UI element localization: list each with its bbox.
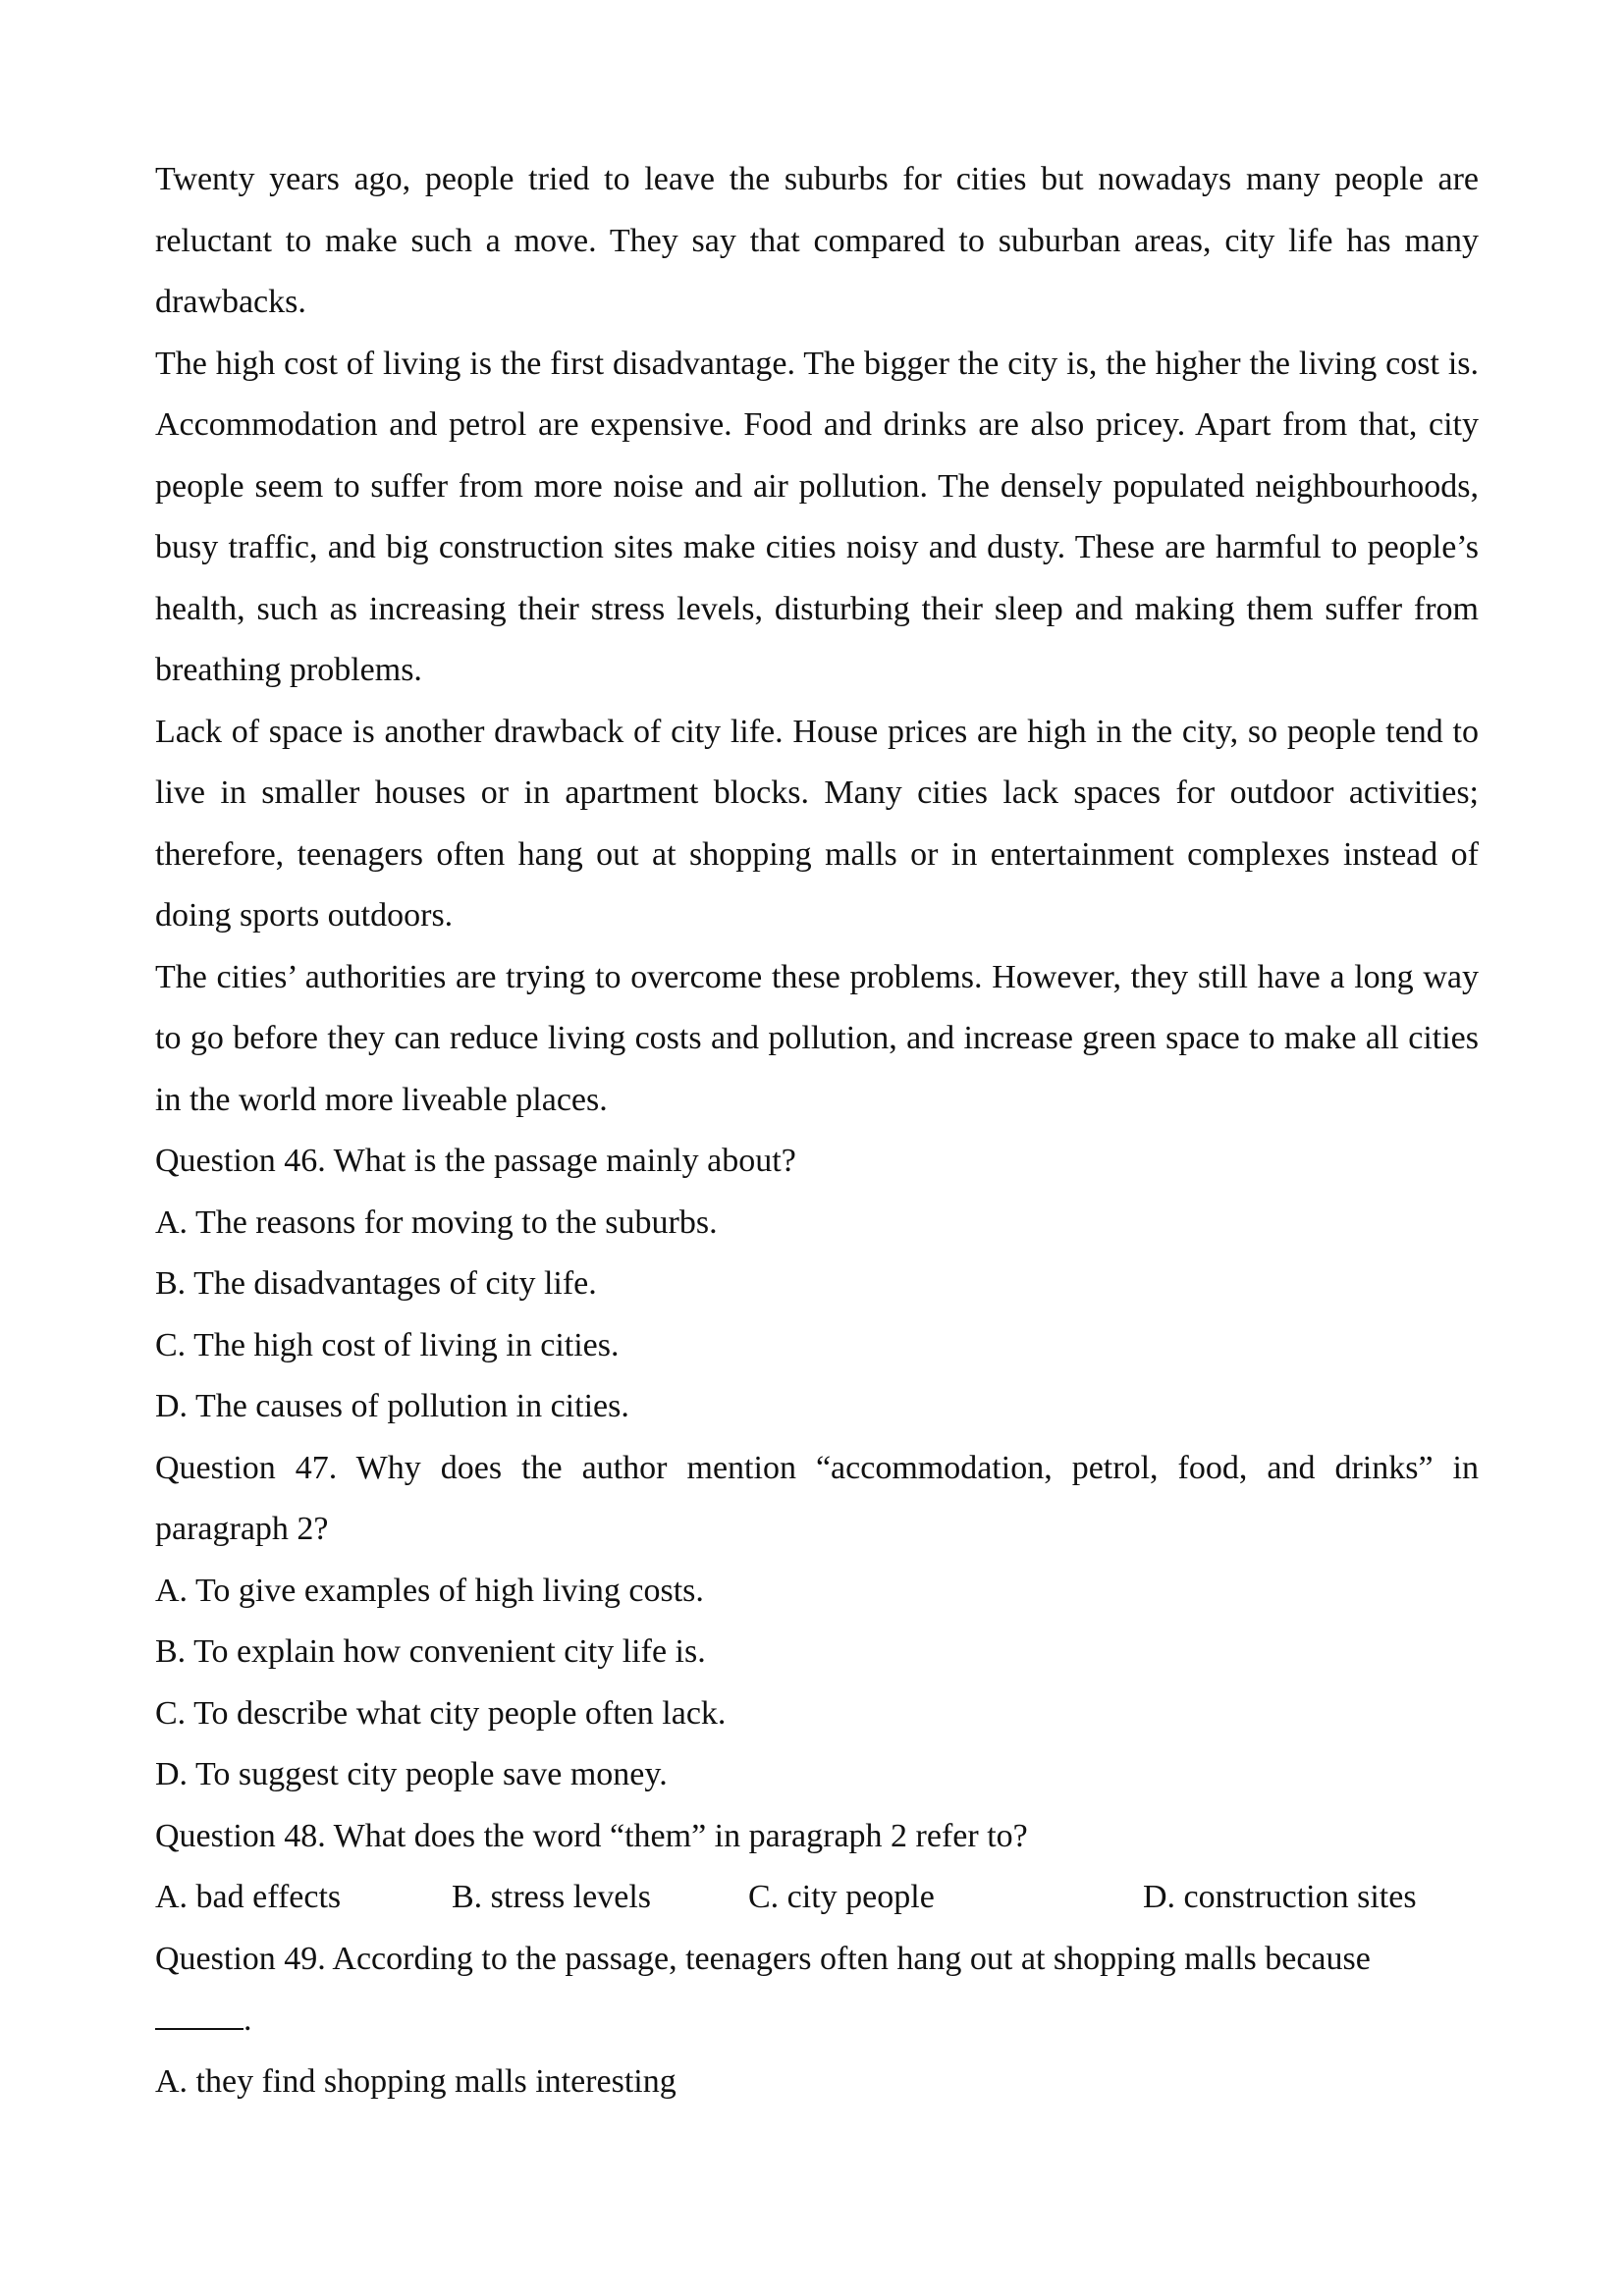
question-46-option-d: D. The causes of pollution in cities. [155,1388,629,1424]
passage-paragraph-2: The high cost of living is the first disadvantage. The bigger the city is, the higher the living cost is. Accommodation and petrol are expensive. Food and drinks are also pricey. Apart from that, city people seem to suffer from more noise and air pollution. The densely populated neighbourhoods, busy traffic, and big construction sites make cities noisy and dusty. These are harmful to people’s health, such as increasing their stress levels, disturbing their sleep and making them suffer from breathing problems. [155,345,1479,688]
question-46-stem: Question 46. What is the passage mainly about? [155,1143,796,1179]
passage-paragraph-4: The cities’ authorities are trying to overcome these problems. However, they still have a long way to go before they can reduce living costs and pollution, and increase green space to make all cities in the world more liveable places. [155,958,1479,1118]
question-47-stem: Question 47. Why does the author mention “accommodation, petrol, food, and drinks” in paragraph 2? [155,1449,1479,1547]
question-46-option-a: A. The reasons for moving to the suburbs. [155,1203,718,1241]
question-48-option-c: C. city people [748,1879,935,1915]
question-49-stem: Question 49. According to the passage, teenagers often hang out at shopping malls because [155,1940,1371,1977]
question-47-option-d: D. To suggest city people save money. [155,1756,668,1792]
question-48-option-b: B. stress levels [452,1879,652,1915]
question-47-option-c: C. To describe what city people often lack. [155,1694,727,1732]
question-48-option-d: D. construction sites [1143,1879,1417,1915]
question-48-stem: Question 48. What does the word “them” in paragraph 2 refer to? [155,1817,1028,1854]
document-page [155,149,1479,2112]
question-47-option-a: A. To give examples of high living costs. [155,1572,704,1609]
question-48-options [155,1867,1479,1929]
answer-blank [155,1999,244,2030]
passage-paragraph-3: Lack of space is another drawback of city life. House prices are high in the city, so people tend to live in smaller houses or in apartment blocks. Many cities lack spaces for outdoor activities; therefore, teenagers often hang out at shopping malls or in entertainment complexes instead of doing sports outdoors. [155,713,1479,934]
question-49-option-a: A. they find shopping malls interesting [155,2062,677,2100]
question-46-option-b: B. The disadvantages of city life. [155,1265,597,1302]
question-47-option-b: B. To explain how convenient city life is. [155,1633,706,1670]
question-48-option-a: A. bad effects [155,1879,342,1915]
question-49-blank-line [155,1990,1479,2052]
question-46-option-c: C. The high cost of living in cities. [155,1326,620,1363]
passage-paragraph-1: Twenty years ago, people tried to leave the suburbs for cities but nowadays many people are reluctant to make such a move. They say that compared to suburban areas, city life has many drawbacks. [155,161,1479,320]
question-49-blank-end: . [244,2002,252,2038]
